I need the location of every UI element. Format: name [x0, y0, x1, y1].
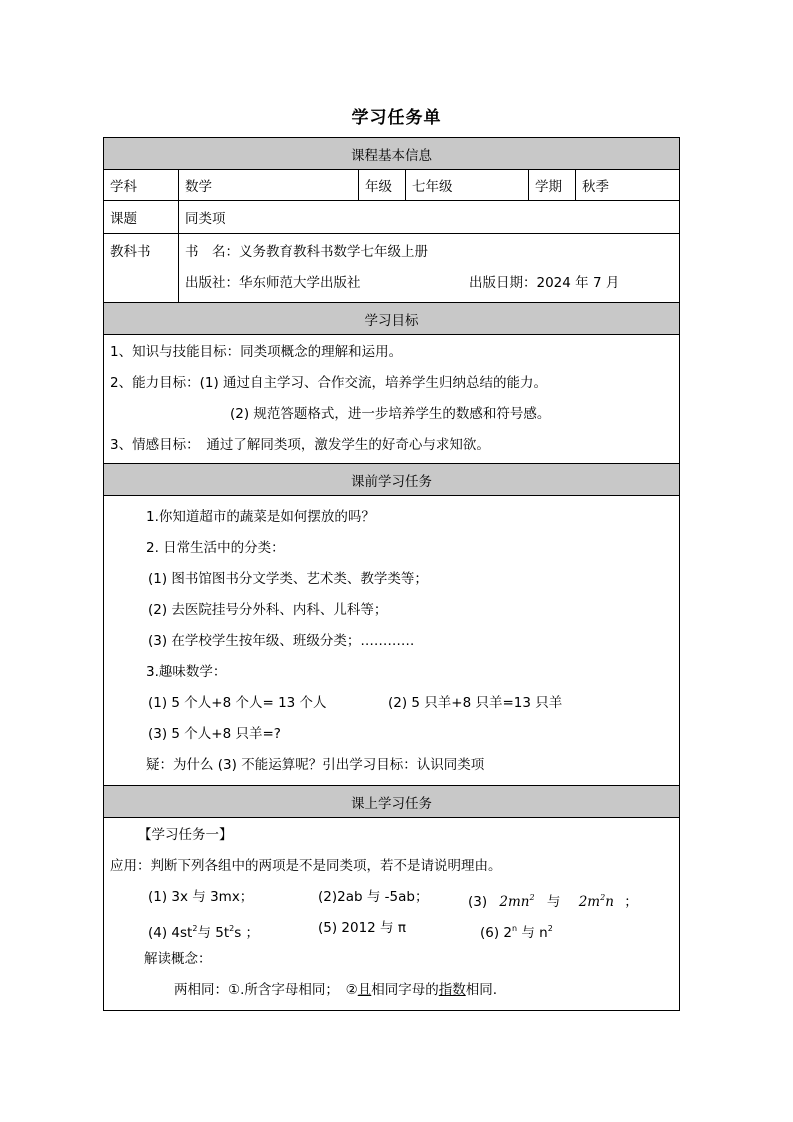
pre-doubt: 疑：为什么 (3) 不能运算呢？引出学习目标：认识同类项	[146, 757, 485, 773]
problem-3: (3) $2mn^2$ 与 $2m^2n$ ；	[468, 893, 638, 910]
pre-question-2b: (2) 去医院挂号分外科、内科、儿科等；	[148, 602, 388, 618]
goals-content	[104, 335, 680, 464]
textbook-label: 教科书	[104, 234, 179, 303]
subject-label: 学科	[104, 170, 179, 201]
publisher: 出版社：华东师范大学出版社	[185, 275, 361, 291]
topic-value: 同类项	[179, 201, 680, 234]
pre-question-2a: (1) 图书馆图书分文学类、艺术类、教学类等；	[148, 571, 428, 587]
goal-emotion: 3、情感目标： 通过了解同类项，激发学生的好奇心与求知欲。	[110, 437, 490, 453]
term-label: 学期	[529, 170, 576, 201]
pre-question-2c: (3) 在学校学生按年级、班级分类；…………	[148, 633, 415, 649]
problem-2: (2)2ab 与 -5ab；	[318, 889, 429, 905]
pre-question-3b: (2) 5 只羊+8 只羊=13 只羊	[388, 695, 563, 711]
task1-title: 【学习任务一】	[138, 827, 233, 843]
topic-label: 课题	[104, 201, 179, 234]
pre-task-content	[104, 496, 680, 786]
pre-question-1: 1.你知道超市的蔬菜是如何摆放的吗？	[146, 509, 375, 525]
term-value: 秋季	[576, 170, 680, 201]
book-name: 书 名：义务教育教科书数学七年级上册	[185, 244, 428, 260]
subject-value: 数学	[179, 170, 359, 201]
pre-question-3: 3.趣味数学：	[146, 664, 227, 680]
textbook-info	[179, 234, 680, 303]
goals-header: 学习目标	[104, 303, 680, 335]
publish-date: 出版日期：2024 年 7 月	[469, 275, 620, 291]
page-title: 学习任务单	[351, 108, 442, 128]
explain-concept: 解读概念：	[144, 951, 212, 967]
in-class-header: 课上学习任务	[104, 786, 680, 818]
problem-1: (1) 3x 与 3mx；	[148, 889, 254, 905]
task-table	[103, 137, 680, 1011]
pre-task-header: 课前学习任务	[104, 464, 680, 496]
problems-row-2	[110, 913, 673, 944]
goal-ability-2: (2) 规范答题格式，进一步培养学生的数感和符号感。	[230, 406, 551, 422]
pre-question-3c: (3) 5 个人+8 只羊=?	[148, 726, 281, 742]
grade-label: 年级	[359, 170, 406, 201]
grade-value: 七年级	[406, 170, 529, 201]
pre-question-3a: (1) 5 个人+8 个人= 13 个人	[148, 695, 327, 711]
concept-rule: 两相同：①.所含字母相同； ②且相同字母的指数相同.	[174, 982, 498, 998]
pre-question-2: 2. 日常生活中的分类：	[146, 540, 285, 556]
pre-question-3ab	[110, 688, 673, 719]
problem-6: (6) 2$^n$ 与 $n^2$	[480, 924, 553, 941]
goal-knowledge: 1、知识与技能目标：同类项概念的理解和运用。	[110, 344, 403, 360]
goal-ability: 2、能力目标：(1) 通过自主学习、合作交流，培养学生归纳总结的能力。	[110, 375, 548, 391]
in-class-content	[104, 818, 680, 1011]
publisher-line	[185, 268, 673, 299]
apply-instruction: 应用：判断下列各组中的两项是不是同类项，若不是请说明理由。	[110, 858, 502, 874]
problems-row-1	[110, 882, 673, 913]
problem-4: (4) $4st^2$与 $5t^2s$ ；	[148, 924, 260, 941]
basic-info-header: 课程基本信息	[104, 138, 680, 170]
problem-5: (5) 2012 与 π	[318, 920, 406, 936]
